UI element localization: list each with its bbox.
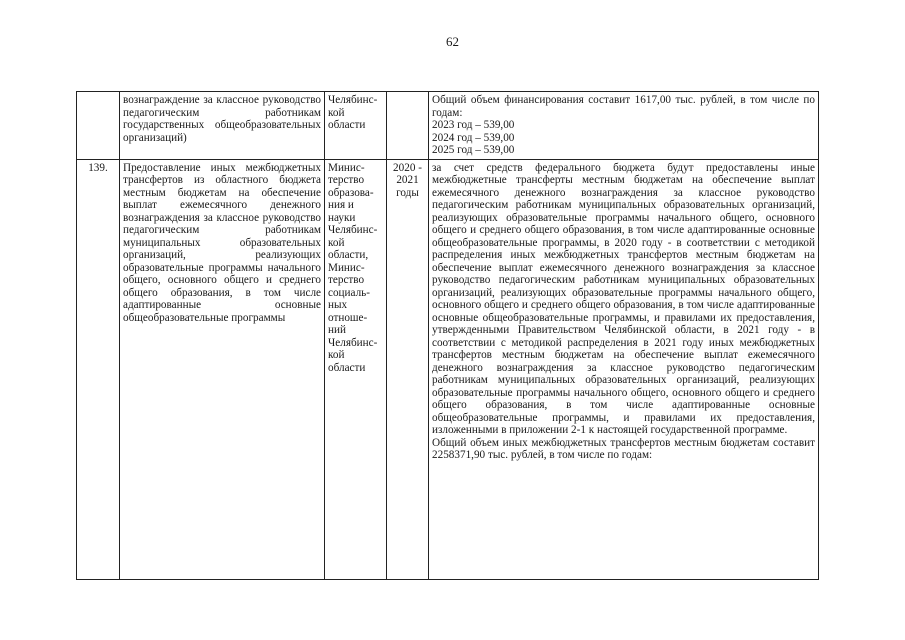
row-number-cell bbox=[77, 92, 120, 160]
funding-paragraph: Общий объем иных межбюджетных трансфертов местным бюджетам составит 2258371,90 тыс. рублей, в том числе по годам: bbox=[432, 436, 815, 461]
measure-cell: Предоставление иных межбюджетных трансфертов из областного бюджета местным бюджетам на обеспечение выплат ежемесячного денежного вознаграждения за классное руководство педагогическим работникам муниципальных образовательных организаций, реализующих образовательные программы начального общего, основного общего и среднего общего образования, в том числе адаптированные основные общеобразовательные программы bbox=[120, 159, 325, 579]
page-number: 62 bbox=[446, 34, 459, 49]
table-row-continued bbox=[77, 92, 819, 160]
term-cell bbox=[387, 92, 429, 160]
term-cell: 2020 - 2021 годы bbox=[387, 159, 429, 579]
funding-year-line: 2024 год – 539,00 bbox=[432, 131, 515, 144]
funding-year-line: 2023 год – 539,00 bbox=[432, 119, 515, 131]
funding-paragraph: за счет средств федерального бюджета будут предоставлены иные межбюджетные трансферты местным бюджетам на обеспечение выплат ежемесячного денежного вознаграждения за классное руководство педагогическим работникам муниципальных образовательных организаций, реализующих образовательные программы начального общего, основного общего и среднего общего образования, в том числе адаптированные основные общеобразовательные программы, в 2020 году - в соответствии с методикой распределения иных межбюджетных трансфертов местным бюджетам на обеспечение выплат ежемесячного денежного вознаграждения за классное руководство педагогическим работникам муниципальных образовательных организаций, реализующих образовательные программы начального общего, основного общего и среднего общего образования, в том числе адаптированные основные общеобразовательные программы, и правилами их предоставления, утвержденными Правительством Челябинской области, в 2021 году - в соответствии с методикой распределения в 2021 году иных межбюджетных трансфертов местным бюджетам на обеспечение выплат ежемесячного денежного вознаграждения за классное руководство педагогическим работникам муниципальных образовательных организаций, реализующих образовательные программы начального общего, основного общего и среднего общего образования, в том числе адаптированные основные общеобразовательные программы, и правилами их предоставления, изложенными в приложении 2-1 к настоящей государственной программе. bbox=[432, 161, 815, 436]
funding-cell bbox=[429, 159, 819, 579]
executor-cell: Минис-терство образова-ния и науки Челябинс-кой области, Минис-терство социаль-ных отноше-ний Челябинс-кой области bbox=[325, 159, 387, 579]
funding-total-line: Общий объем финансирования составит 1617,00 тыс. рублей, в том числе по годам: bbox=[432, 94, 815, 119]
row-number-cell: 139. bbox=[77, 159, 120, 579]
program-measures-table bbox=[76, 91, 819, 580]
funding-cell bbox=[429, 92, 819, 160]
funding-year-line: 2025 год – 539,00 bbox=[432, 144, 515, 156]
measure-cell: вознаграждение за классное руководство педагогическим работникам государственных общеобразовательных организаций) bbox=[120, 92, 325, 160]
executor-cell: Челябинс-кой области bbox=[325, 92, 387, 160]
table-row-139 bbox=[77, 159, 819, 579]
